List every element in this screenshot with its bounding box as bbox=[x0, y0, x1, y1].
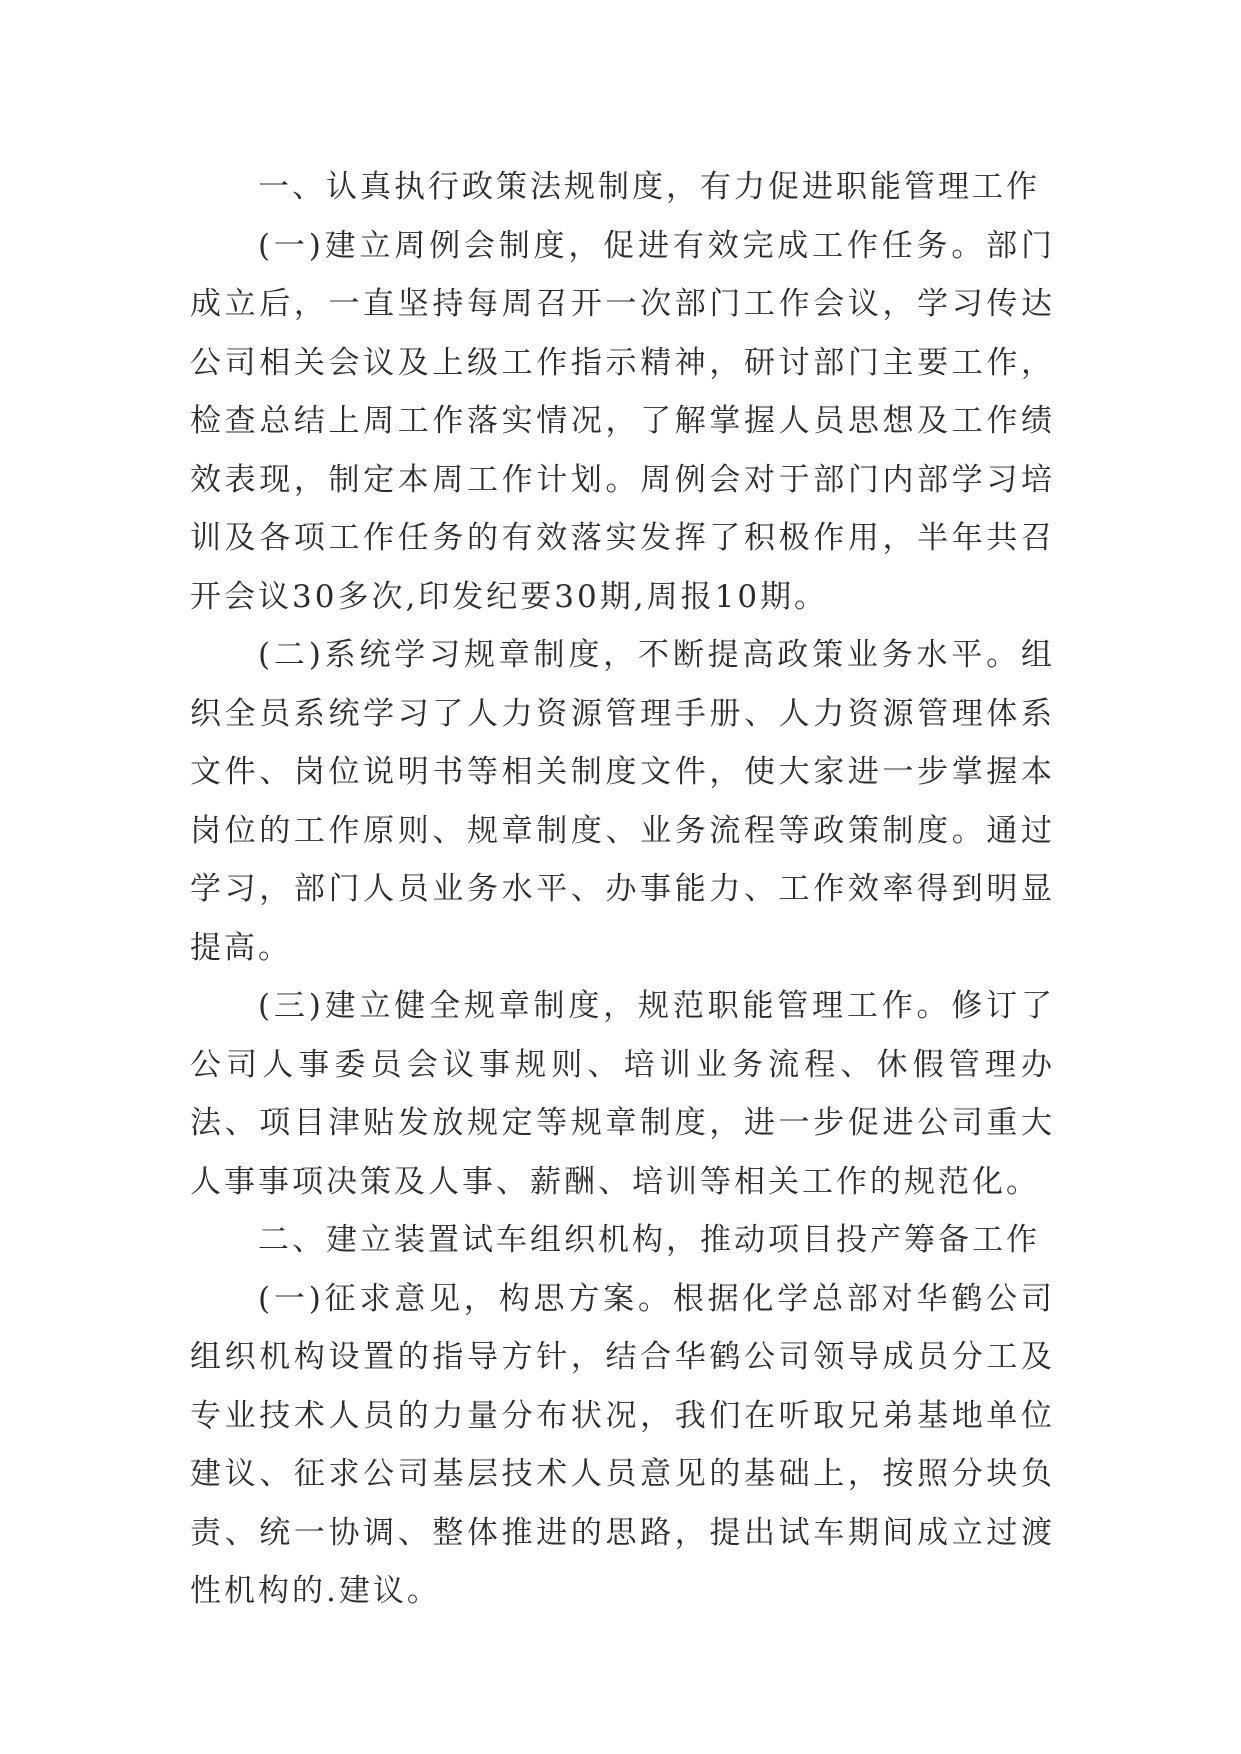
document-body bbox=[190, 158, 1055, 1621]
paragraph-weekly-meeting: (一)建立周例会制度，促进有效完成工作任务。部门成立后，一直坚持每周召开一次部门工作会议，学习传达公司相关会议及上级工作指示精神，研讨部门主要工作，检查总结上周工作落实情况，了解掌握人员思想及工作绩效表现，制定本周工作计划。周例会对于部门内部学习培训及各项工作任务的有效落实发挥了积极作用，半年共召开会议30多次,印发纪要30期,周报10期。 bbox=[190, 227, 1055, 615]
paragraph-improve-regulations: (三)建立健全规章制度，规范职能管理工作。修订了公司人事委员会议事规则、培训业务流程、休假管理办法、项目津贴发放规定等规章制度，进一步促进公司重大人事事项决策及人事、薪酬、培训等相关工作的规范化。 bbox=[190, 988, 1055, 1200]
section-heading-1: 一、认真执行政策法规制度，有力促进职能管理工作 bbox=[258, 169, 1040, 205]
paragraph-solicit-opinions: (一)征求意见，构思方案。根据化学总部对华鹤公司组织机构设置的指导方针，结合华鹤公司领导成员分工及专业技术人员的力量分布状况，我们在听取兄弟基地单位建议、征求公司基层技术人员意见的基础上，按照分块负责、统一协调、整体推进的思路，提出试车期间成立过渡性机构的.建议。 bbox=[190, 1280, 1055, 1609]
paragraph-study-regulations: (二)系统学习规章制度，不断提高政策业务水平。组织全员系统学习了人力资源管理手册、人力资源管理体系文件、岗位说明书等相关制度文件，使大家进一步掌握本岗位的工作原则、规章制度、业务流程等政策制度。通过学习，部门人员业务水平、办事能力、工作效率得到明显提高。 bbox=[190, 637, 1055, 966]
section-heading-2: 二、建立装置试车组织机构，推动项目投产筹备工作 bbox=[258, 1222, 1040, 1258]
